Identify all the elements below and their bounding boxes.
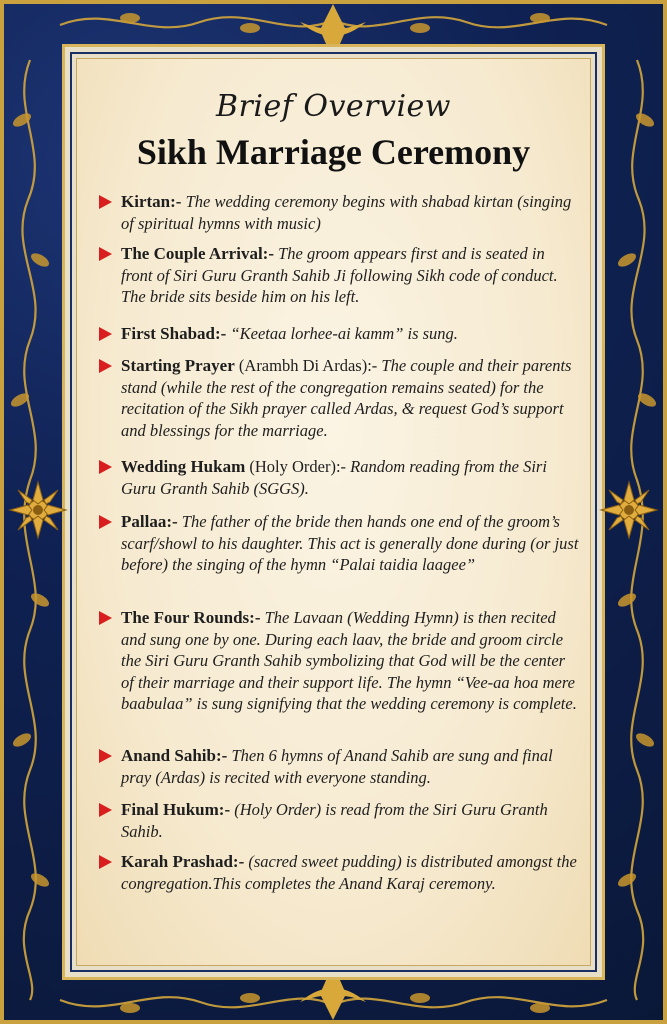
page-title: Sikh Marriage Ceremony xyxy=(136,132,531,172)
list-item: First Shabad:- “Keetaa lorhee-ai kamm” is sung. xyxy=(99,323,579,345)
list-item: Kirtan:- The wedding ceremony begins with shabad kirtan (singing of spiritual hymns with music) xyxy=(99,191,579,234)
red-arrow-bullet-icon xyxy=(99,803,112,817)
list-item: Final Hukum:- (Holy Order) is read from the Siri Guru Granth Sahib. xyxy=(99,799,579,842)
red-arrow-bullet-icon xyxy=(99,247,112,261)
parchment-panel xyxy=(76,58,591,966)
list-item: The Couple Arrival:- The groom appears first and is seated in front of Siri Guru Granth Sahib Ji following Sikh code of conduct. The bride sits beside him on his left. xyxy=(99,243,579,308)
red-arrow-bullet-icon xyxy=(99,460,112,474)
list-item: The Four Rounds:- The Lavaan (Wedding Hymn) is then recited and sung one by one. During each laav, the bride and groom circle the Siri Guru Granth Sahib symbolizing that God will be the center of their marriage and their support life. The hymn “Vee-aa hoa mere baabulaa” is sung signifying that the wedding ceremony is complete. xyxy=(99,607,579,715)
list-item: Pallaa:- The father of the bride then hands one end of the groom’s scarf/showl to his daughter. This act is generally done during (or just before) the singing of the hymn “Palai taidia laagee” xyxy=(99,511,579,576)
red-arrow-bullet-icon xyxy=(99,855,112,869)
red-arrow-bullet-icon xyxy=(99,515,112,529)
list-item: Wedding Hukam (Holy Order):- Random reading from the Siri Guru Granth Sahib (SGGS). xyxy=(99,456,579,499)
red-arrow-bullet-icon xyxy=(99,749,112,763)
right-flower-medallion-icon xyxy=(597,478,661,542)
list-item: Karah Prashad:- (sacred sweet pudding) is distributed amongst the congregation.This completes the Anand Karaj ceremony. xyxy=(99,851,579,894)
list-item: Anand Sahib:- Then 6 hymns of Anand Sahib are sung and final pray (Ardas) is recited with everyone standing. xyxy=(99,745,579,788)
list-item: Starting Prayer (Arambh Di Ardas):- The couple and their parents stand (while the rest of the congregation remains seated) for the recitation of the Sikh prayer called Ardas, & request God’s support and blessings for the marriage. xyxy=(99,355,579,441)
red-arrow-bullet-icon xyxy=(99,359,112,373)
red-arrow-bullet-icon xyxy=(99,611,112,625)
red-arrow-bullet-icon xyxy=(99,327,112,341)
subtitle: Brief Overview xyxy=(216,89,451,124)
left-flower-medallion-icon xyxy=(6,478,70,542)
red-arrow-bullet-icon xyxy=(99,195,112,209)
